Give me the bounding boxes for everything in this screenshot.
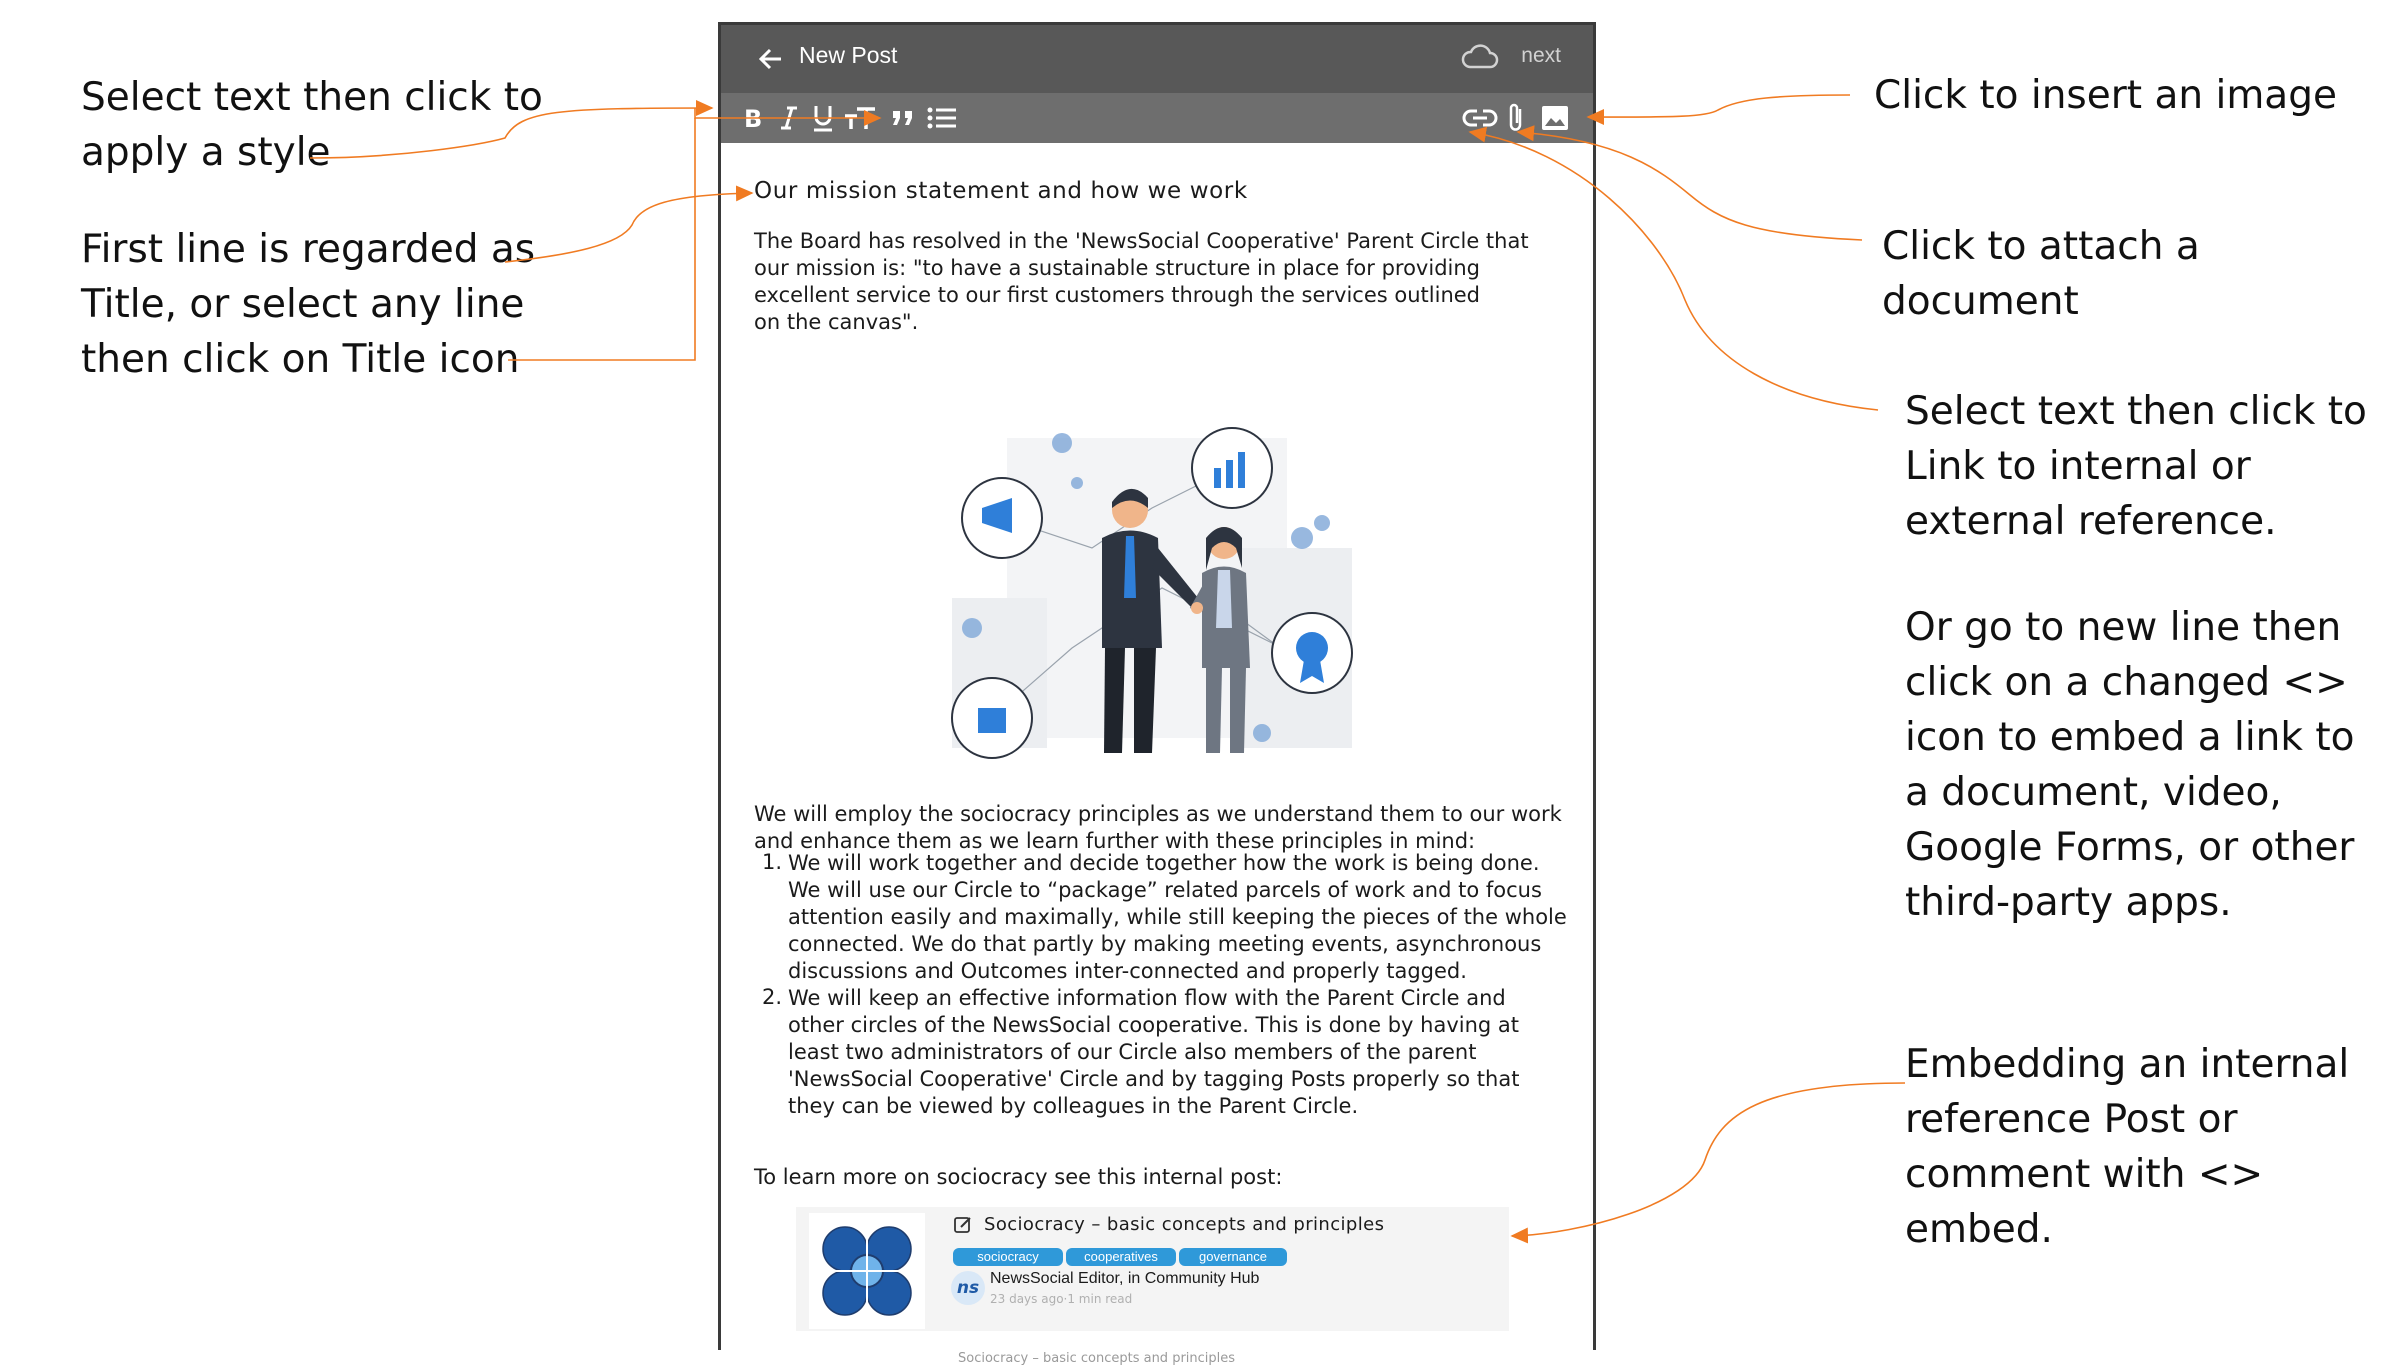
bold-icon[interactable] — [733, 100, 771, 136]
tag-governance[interactable]: governance — [1179, 1248, 1287, 1266]
circle-name[interactable]: Community Hub — [1144, 1270, 1260, 1287]
paperclip-icon[interactable] — [1497, 100, 1535, 136]
embed-title[interactable]: Sociocracy – basic concepts and principles — [984, 1214, 1385, 1235]
author-name[interactable]: NewsSocial Editor, — [990, 1270, 1124, 1287]
list-number: 1. — [762, 850, 783, 874]
cloud-icon — [1461, 43, 1499, 76]
embed-meta: 23 days ago·1 min read — [990, 1292, 1133, 1306]
image-icon[interactable] — [1536, 100, 1574, 136]
editor-header — [721, 25, 1593, 93]
next-button[interactable]: next — [1521, 44, 1561, 67]
editor-toolbar — [721, 93, 1593, 143]
tag-cooperatives[interactable]: cooperatives — [1066, 1248, 1176, 1266]
underline-icon[interactable] — [804, 100, 842, 136]
page-title: New Post — [799, 42, 898, 68]
annotation-style: Select text then click to apply a style — [81, 75, 543, 175]
post-title[interactable]: Our mission statement and how we work — [754, 178, 1248, 204]
embed-author-line: NewsSocial Editor, in Community Hub — [990, 1270, 1260, 1287]
embed-thumbnail — [809, 1213, 925, 1329]
quote-icon[interactable] — [884, 100, 922, 136]
list-item: We will keep an effective information flow with the Parent Circle and other circles of the NewsSocial cooperative. This is done by having at least two administrators of our Circle also members of the parent 'NewsSocial Cooperative' Circle and by tagging Posts properly so that they can be viewed by colleagues in the Parent Circle. — [788, 986, 1520, 1118]
annotation-title: First line is regarded as Title, or select any line then click on Title icon — [81, 227, 536, 382]
tag-sociocracy[interactable]: sociocracy — [953, 1248, 1063, 1266]
learn-more-text[interactable]: To learn more on sociocracy see this internal post: — [754, 1165, 1283, 1189]
edit-icon[interactable] — [953, 1215, 973, 1239]
editor-window — [718, 22, 1596, 1366]
back-arrow-icon[interactable] — [757, 45, 785, 78]
handshake-illustration — [912, 398, 1392, 763]
principles-paragraph[interactable]: We will employ the sociocracy principles as we understand them to our work and enhance them as we learn further with these principles in mind: — [754, 802, 1562, 853]
annotation-image: Click to insert an image — [1874, 73, 2337, 118]
author-avatar: ns — [951, 1271, 985, 1305]
annotation-attach: Click to attach a document — [1882, 224, 2200, 324]
annotation-internal: Embedding an internal reference Post or comment with <> embed. — [1905, 1042, 2350, 1252]
text-size-icon[interactable] — [841, 100, 879, 136]
embedded-post-card[interactable] — [796, 1207, 1509, 1331]
intro-paragraph[interactable]: The Board has resolved in the 'NewsSocial Cooperative' Parent Circle that our mission is: "to have a sustainable structure in place for providing excellent service to our first customers through the services outlined on the canvas". — [754, 229, 1529, 334]
annotation-link: Select text then click to Link to internal or external reference. — [1905, 389, 2367, 544]
list-number: 2. — [762, 985, 783, 1009]
embed-caption: Sociocracy – basic concepts and principles — [958, 1351, 1236, 1366]
italic-icon[interactable] — [770, 100, 808, 136]
list-item: We will work together and decide together how the work is being done. We will use our Circle to “package” related parcels of work and to focus attention easily and maximally, while still keeping the pieces of the whole connected. We do that partly by making meeting events, asynchronous discussions and Outcomes inter-connected and properly tagged. — [788, 851, 1567, 983]
svg-text:B: B — [744, 105, 763, 133]
link-icon[interactable] — [1461, 100, 1499, 136]
bullet-list-icon[interactable] — [923, 100, 961, 136]
annotation-embed: Or go to new line then click on a changed <> icon to embed a link to a document, video, Google Forms, or other third-party apps. — [1905, 605, 2355, 925]
